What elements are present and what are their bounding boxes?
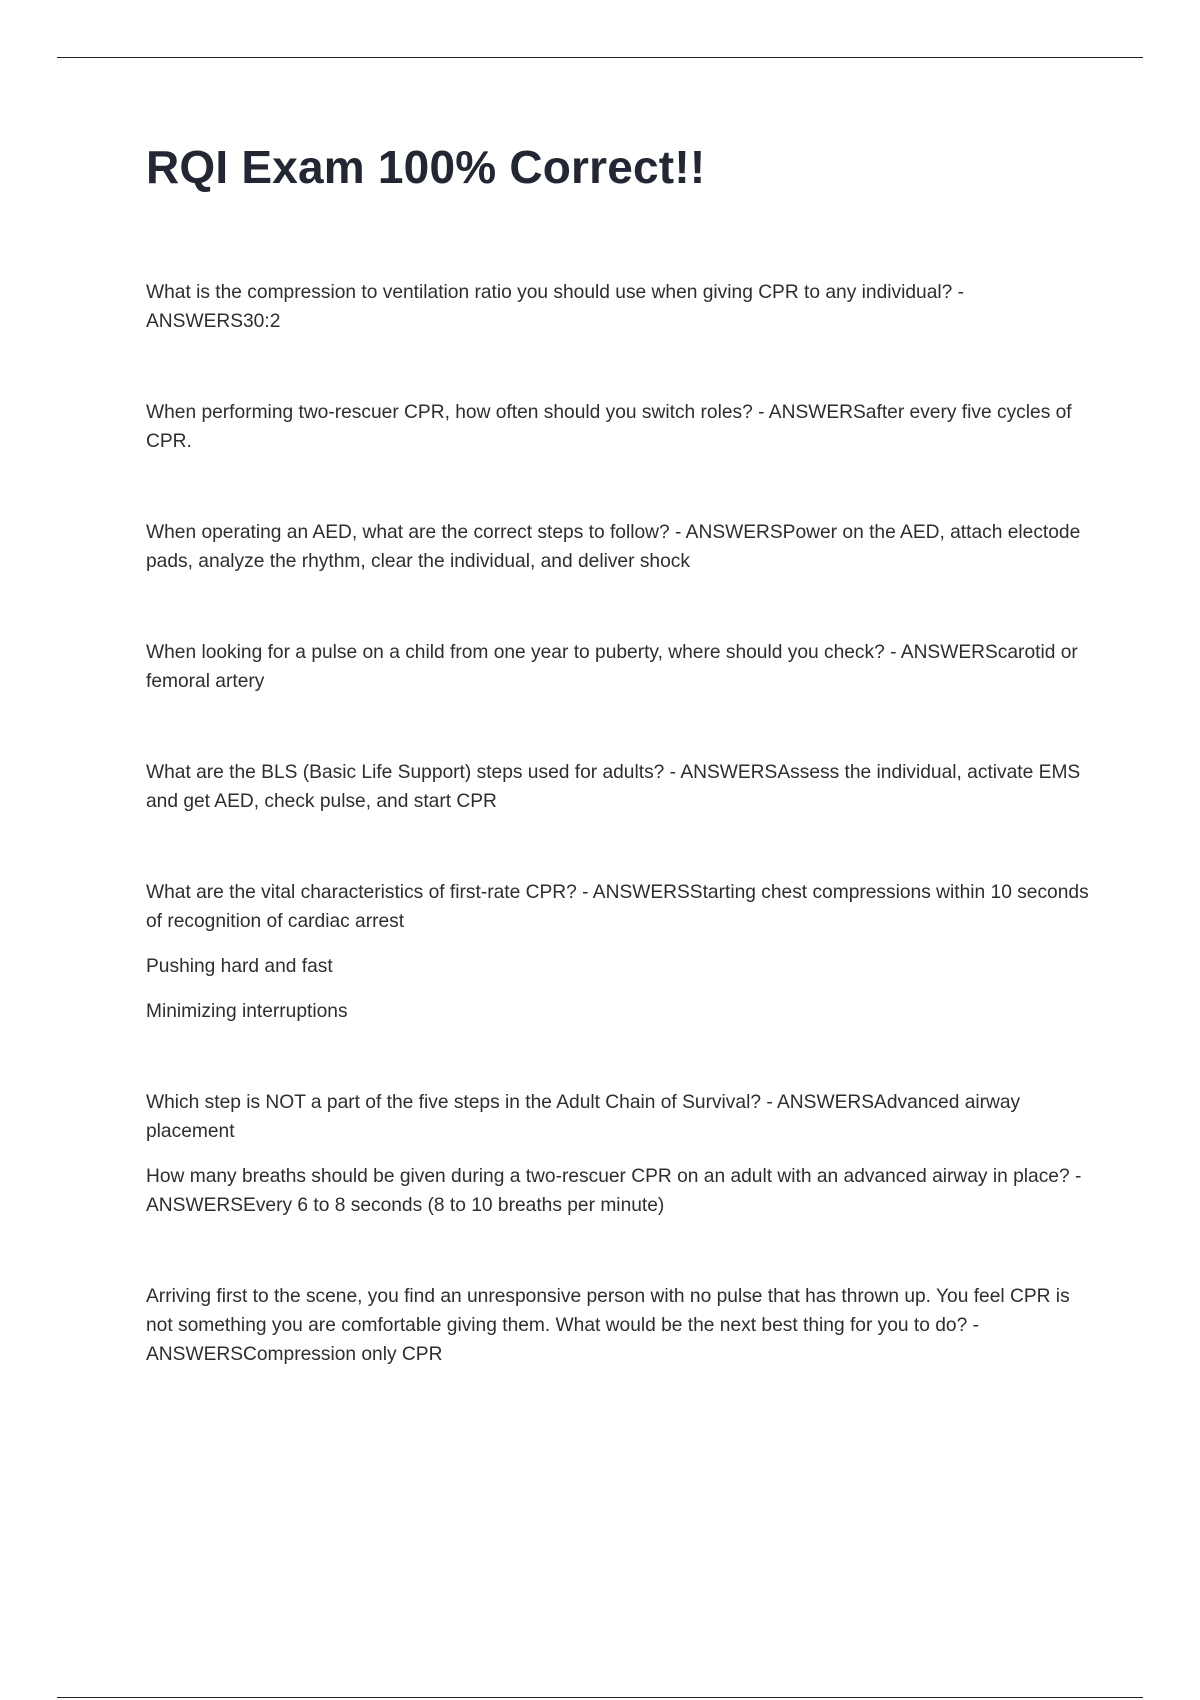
- qa-list: [146, 278, 1101, 1369]
- qa-item: [146, 878, 1101, 1026]
- qa-item: [146, 518, 1101, 576]
- footer-rule: [57, 1697, 1143, 1698]
- qa-item: [146, 638, 1101, 696]
- qa-text: When operating an AED, what are the correct steps to follow? - ANSWERSPower on the AED, attach electode pads, analyze the rhythm, clear the individual, and deliver shock: [146, 522, 1081, 572]
- page-title: RQI Exam 100% Correct!!: [146, 141, 706, 193]
- header-rule: [57, 57, 1143, 58]
- qa-extra-line: Minimizing interruptions: [146, 1001, 348, 1022]
- qa-extra-line: Pushing hard and fast: [146, 956, 333, 977]
- qa-text: What is the compression to ventilation ratio you should use when giving CPR to any individual? - ANSWERS30:2: [146, 282, 965, 332]
- qa-text: What are the BLS (Basic Life Support) steps used for adults? - ANSWERSAssess the individual, activate EMS and get AED, check pulse, and start CPR: [146, 762, 1081, 812]
- qa-item: [146, 1282, 1101, 1369]
- qa-item: [146, 1162, 1101, 1220]
- document-body: [146, 140, 1101, 1369]
- qa-text: How many breaths should be given during a two-rescuer CPR on an adult with an advanced airway in place? - ANSWERSEvery 6 to 8 seconds (8 to 10 breaths per minute): [146, 1166, 1082, 1216]
- qa-item: [146, 1088, 1101, 1146]
- qa-item: [146, 398, 1101, 456]
- qa-text: When performing two-rescuer CPR, how often should you switch roles? - ANSWERSafter every five cycles of CPR.: [146, 402, 1072, 452]
- qa-text: What are the vital characteristics of first-rate CPR? - ANSWERSStarting chest compressions within 10 seconds of recognition of cardiac arrest: [146, 882, 1089, 932]
- qa-item: [146, 278, 1101, 336]
- qa-item: [146, 758, 1101, 816]
- qa-text: Arriving first to the scene, you find an unresponsive person with no pulse that has thrown up. You feel CPR is not something you are comfortable giving them. What would be the next best thing for you to do? - ANSWERSCompression only CPR: [146, 1286, 1070, 1365]
- qa-text: When looking for a pulse on a child from one year to puberty, where should you check? - ANSWERScarotid or femoral artery: [146, 642, 1078, 692]
- qa-text: Which step is NOT a part of the five steps in the Adult Chain of Survival? - ANSWERSAdvanced airway placement: [146, 1092, 1021, 1142]
